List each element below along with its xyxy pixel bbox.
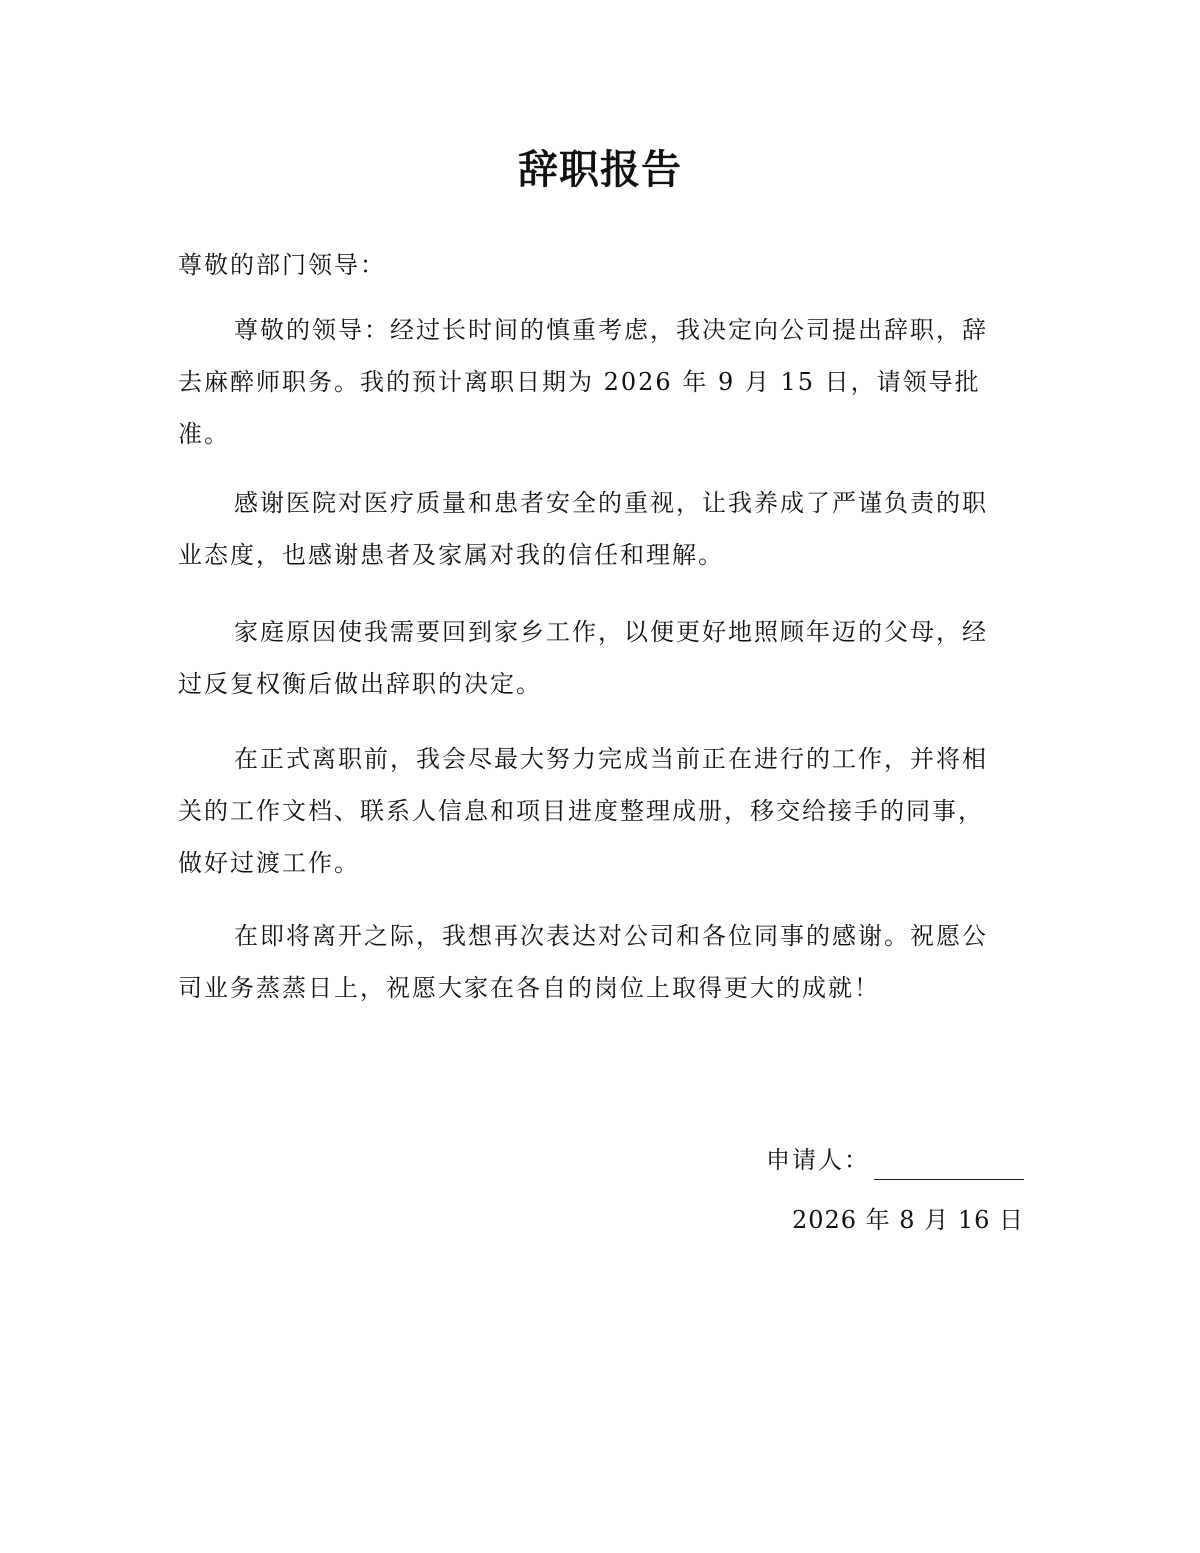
paragraph-family-reason: 家庭原因使我需要回到家乡工作，以便更好地照顾年迈的父母，经过反复权衡后做出辞职的决定。 — [178, 618, 988, 698]
document-title: 辞职报告 — [518, 147, 682, 193]
signature-line — [766, 1140, 1024, 1180]
paragraph-closing-thanks: 在即将离开之际，我想再次表达对公司和各位同事的感谢。祝愿公司业务蒸蒸日上，祝愿大家在各自的岗位上取得更大的成就！ — [178, 922, 988, 1002]
salutation: 尊敬的部门领导： — [178, 251, 386, 279]
paragraph-gratitude-hospital: 感谢医院对医疗质量和患者安全的重视，让我养成了严谨负责的职业态度，也感谢患者及家属对我的信任和理解。 — [178, 489, 988, 569]
paragraph-handover: 在正式离职前，我会尽最大努力完成当前正在进行的工作，并将相关的工作文档、联系人信息和项目进度整理成册，移交给接手的同事，做好过渡工作。 — [178, 745, 988, 877]
document-date: 2026 年 8 月 16 日 — [791, 1206, 1024, 1234]
paragraph-resignation-notice: 尊敬的领导：经过长时间的慎重考虑，我决定向公司提出辞职，辞去麻醉师职务。我的预计离职日期为 2026 年 9 月 15 日，请领导批准。 — [178, 316, 988, 448]
signature-blank — [874, 1151, 1024, 1180]
signature-label: 申请人： — [766, 1146, 870, 1174]
